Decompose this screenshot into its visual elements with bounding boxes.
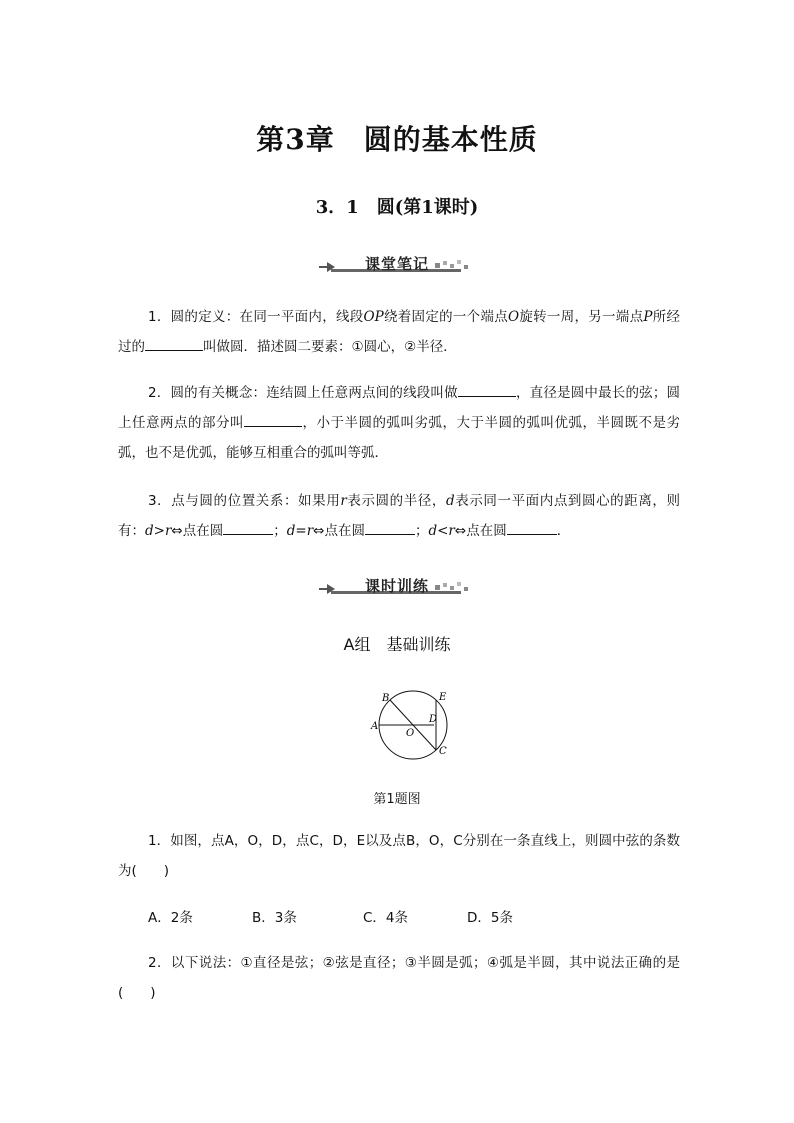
note-text: 2．圆的有关概念：连结圆上任意两点间的线段叫做 xyxy=(148,385,458,401)
note-concepts xyxy=(118,378,680,468)
fill-blank[interactable] xyxy=(507,520,557,535)
q1-option-a[interactable]: A．2条 xyxy=(148,910,193,926)
segment-op: OP xyxy=(363,309,384,325)
relation-inside: d<r xyxy=(428,523,455,539)
note-text: ； xyxy=(414,523,429,539)
note-definition xyxy=(118,302,680,362)
point-o: O xyxy=(508,309,520,325)
relation-outside: d>r xyxy=(145,523,172,539)
label-e: E xyxy=(439,692,447,703)
q1-option-d[interactable]: D．5条 xyxy=(467,910,513,926)
label-b: B xyxy=(382,693,390,704)
q1-option-b[interactable]: B．3条 xyxy=(252,910,297,926)
note-text: ⇔点在圆 xyxy=(454,523,507,539)
note-text: ，直径是圆中最长的弦；圆上任意两点的部分叫 xyxy=(118,385,681,431)
point-p: P xyxy=(643,309,653,325)
relation-on: d=r xyxy=(286,523,314,539)
note-text: 叫做圆．描述圆二要素：①圆心，②半径． xyxy=(203,339,457,355)
circle-figure xyxy=(368,688,458,768)
fill-blank[interactable] xyxy=(458,382,516,397)
question-1: 1．如图，点A，O，D，点C，D，E以及点B，O，C分别在一条直线上，则圆中弦的条数为( ) xyxy=(118,833,680,879)
fill-blank[interactable] xyxy=(365,520,415,535)
fill-blank[interactable] xyxy=(244,412,302,427)
var-d: d xyxy=(445,493,455,509)
note-text: 表示圆的半径， xyxy=(346,493,446,509)
note-text: 1．圆的定义：在同一平面内，线段 xyxy=(148,309,364,325)
note-positions xyxy=(118,486,680,546)
label-a: A xyxy=(371,721,379,732)
fill-blank[interactable] xyxy=(223,520,273,535)
note-text: 表示同一平面内点到圆心的距离，则有： xyxy=(118,493,681,539)
question-2: 2．以下说法：①直径是弦；②弦是直径；③半圆是弧；④弧是半圆，其中说法正确的是( ) xyxy=(118,955,680,1001)
note-text: 旋转一周，另一端点 xyxy=(519,309,644,325)
section-title: 3．1 圆(第1课时) xyxy=(315,197,479,218)
label-c: C xyxy=(439,746,447,757)
q1-option-c[interactable]: C．4条 xyxy=(363,910,409,926)
var-r: r xyxy=(340,493,347,509)
note-text: ； xyxy=(273,523,287,539)
note-text: ． xyxy=(556,523,571,539)
notes-banner-label: 课堂笔记 xyxy=(364,255,429,273)
label-d: D xyxy=(429,714,438,725)
note-text: ，小于半圆的弧叫劣弧，大于半圆的弧叫优弧，半圆既不是劣弧，也不是优弧，能够互相重合的弧叫等弧． xyxy=(118,415,680,461)
fill-blank[interactable] xyxy=(145,336,203,351)
notes-banner xyxy=(0,252,794,274)
note-text: ⇔点在圆 xyxy=(313,523,365,539)
label-o: O xyxy=(406,728,415,739)
note-text: ⇔点在圆 xyxy=(171,523,224,539)
group-title: A组 基础训练 xyxy=(343,635,451,654)
training-banner xyxy=(0,574,794,596)
training-banner-label: 课时训练 xyxy=(364,577,429,595)
note-text: 所经过的 xyxy=(118,309,681,355)
figure-caption: 第1题图 xyxy=(373,792,421,807)
chapter-title: 第3章 圆的基本性质 xyxy=(256,123,538,156)
note-text: 绕着固定的一个端点 xyxy=(383,309,508,325)
note-text: 3．点与圆的位置关系：如果用 xyxy=(148,493,341,509)
